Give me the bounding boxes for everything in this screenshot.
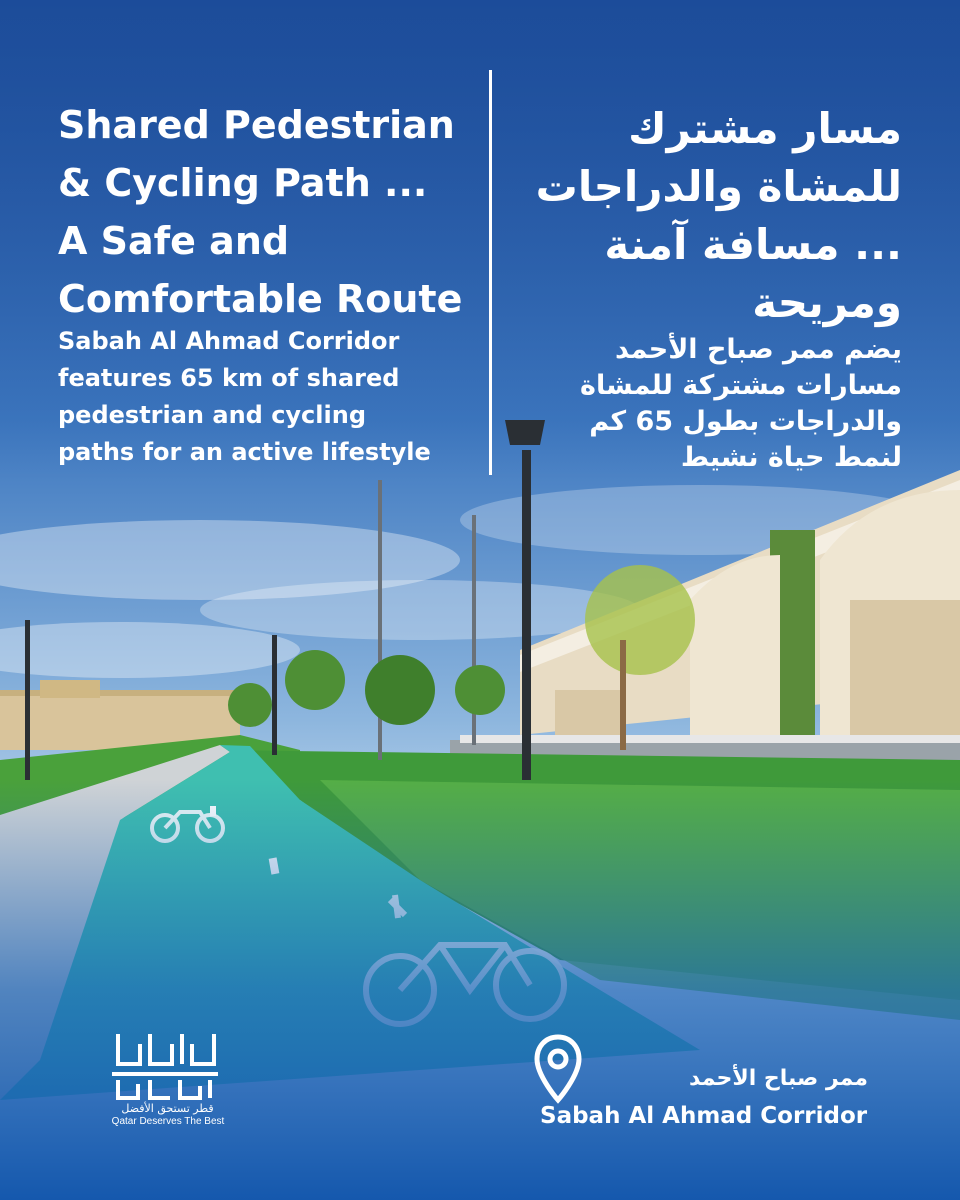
english-body-line: pedestrian and cycling	[58, 401, 367, 429]
arabic-body-line: لنمط حياة نشيط	[680, 442, 902, 473]
column-divider	[489, 70, 492, 475]
english-title-line: Shared Pedestrian	[58, 103, 455, 147]
ashghal-logo	[110, 1030, 240, 1130]
english-description	[58, 323, 478, 471]
location-name-arabic: ممر صباح الأحمد	[689, 1066, 868, 1091]
arabic-title	[502, 100, 902, 332]
logo-tagline-english: Qatar Deserves The Best	[111, 1116, 225, 1127]
english-title-line: Comfortable Route	[58, 277, 463, 321]
arabic-title-line: مسار مشترك	[628, 104, 902, 153]
english-title	[58, 96, 478, 328]
english-body-line: features 65 km of shared	[58, 364, 400, 392]
arabic-title-line: ومريحة	[752, 278, 902, 327]
arabic-title-line: ... مسافة آمنة	[604, 220, 902, 269]
arabic-body-line: والدراجات بطول 65 كم	[589, 406, 902, 437]
location-name-english: Sabah Al Ahmad Corridor	[540, 1103, 868, 1129]
arabic-body-line: يضم ممر صباح الأحمد	[615, 334, 902, 365]
english-body-line: Sabah Al Ahmad Corridor	[58, 327, 400, 355]
logo-tagline-arabic: قطر تستحق الأفضل	[121, 1102, 214, 1115]
location-pin-icon	[533, 1034, 583, 1104]
english-body-line: paths for an active lifestyle	[58, 438, 431, 466]
english-title-line: A Safe and	[58, 219, 290, 263]
arabic-body-line: مسارات مشتركة للمشاة	[580, 370, 902, 401]
arabic-description	[502, 332, 902, 476]
english-title-line: & Cycling Path ...	[58, 161, 428, 205]
arabic-title-line: للمشاة والدراجات	[535, 162, 902, 211]
